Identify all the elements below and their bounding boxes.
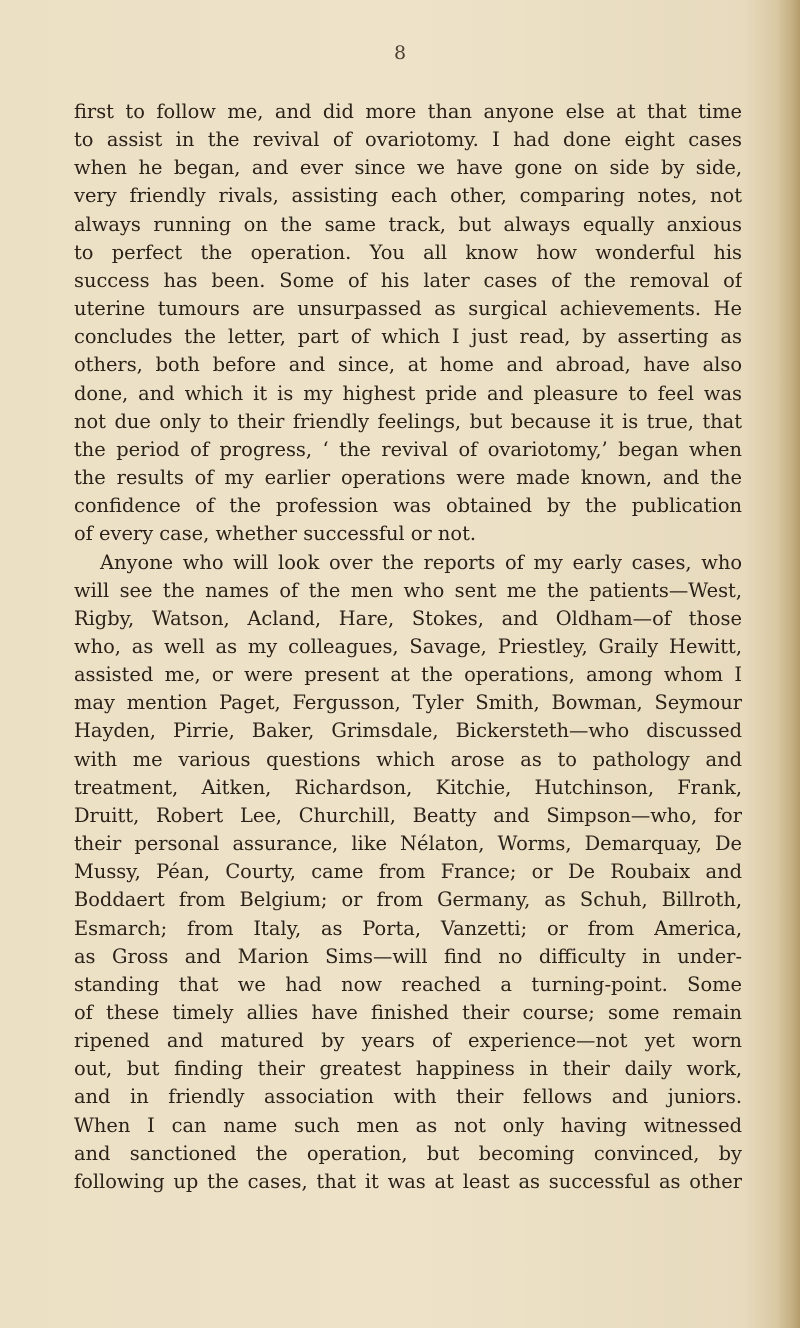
text-line: not due only to their friendly feelings, but because it is true, that <box>74 409 742 433</box>
text-line: out, but finding their greatest happiness in their daily work, <box>74 1057 742 1081</box>
page-number: 8 <box>393 42 407 64</box>
text-line: Anyone who will look over the reports of my early cases, who <box>100 550 742 574</box>
text-line: with me various questions which arose as to pathology and <box>74 747 742 771</box>
text-line: uterine tumours are unsurpassed as surgical achievements. He <box>74 297 742 321</box>
text-line: treatment, Aitken, Richardson, Kitchie, Hutchinson, Frank, <box>74 775 742 799</box>
text-line: Boddaert from Belgium; or from Germany, as Schuh, Billroth, <box>74 888 742 912</box>
text-line: the period of progress, ‘ the revival of ovariotomy,’ began when <box>74 437 742 461</box>
text-line: When I can name such men as not only having witnessed <box>74 1113 742 1137</box>
text-line: done, and which it is my highest pride and pleasure to feel was <box>74 381 742 405</box>
text-line: to assist in the revival of ovariotomy. I had done eight cases <box>74 128 742 152</box>
text-line: and in friendly association with their fellows and juniors. <box>74 1085 742 1109</box>
text-line: may mention Paget, Fergusson, Tyler Smith, Bowman, Seymour <box>74 691 742 715</box>
text-line: to perfect the operation. You all know how wonderful his <box>74 240 742 264</box>
text-line: and sanctioned the operation, but becoming convinced, by <box>74 1141 742 1165</box>
text-line: confidence of the profession was obtained by the publication <box>74 494 742 518</box>
text-line: when he began, and ever since we have gone on side by side, <box>74 156 742 180</box>
text-line: assisted me, or were present at the operations, among whom I <box>74 663 742 687</box>
text-line: of these timely allies have finished their course; some remain <box>74 1001 742 1024</box>
text-line: always running on the same track, but always equally anxious <box>74 212 742 236</box>
text-line: following up the cases, that it was at least as successful as other <box>74 1169 742 1193</box>
text-line: the results of my earlier operations were made known, and the <box>74 466 742 490</box>
text-line: as Gross and Marion Sims—will find no difficulty in under- <box>74 944 742 968</box>
text-line: ripened and matured by years of experience—not yet worn <box>74 1029 742 1053</box>
text-line: first to follow me, and did more than anyone else at that time <box>74 100 742 123</box>
text-line: Hayden, Pirrie, Baker, Grimsdale, Bickersteth—who discussed <box>74 719 742 743</box>
text-line: Mussy, Péan, Courty, came from France; or De Roubaix and <box>74 860 742 884</box>
body-text <box>74 98 742 1196</box>
text-line: Rigby, Watson, Acland, Hare, Stokes, and Oldham—of those <box>74 606 742 630</box>
text-line: success has been. Some of his later cases of the removal of <box>74 268 742 292</box>
text-line: very friendly rivals, assisting each other, comparing notes, not <box>74 184 742 208</box>
text-line: their personal assurance, like Nélaton, Worms, Demarquay, De <box>74 832 742 856</box>
text-line: others, both before and since, at home and abroad, have also <box>74 353 742 377</box>
text-line: who, as well as my colleagues, Savage, Priestley, Graily Hewitt, <box>74 634 742 658</box>
text-line: Druitt, Robert Lee, Churchill, Beatty and Simpson—who, for <box>74 803 742 827</box>
text-line: standing that we had now reached a turning-point. Some <box>74 972 742 996</box>
text-line: will see the names of the men who sent me the patients—West, <box>74 578 742 602</box>
text-line: concludes the letter, part of which I just read, by asserting as <box>74 325 742 349</box>
text-line: of every case, whether successful or not. <box>74 522 477 546</box>
text-line: Esmarch; from Italy, as Porta, Vanzetti; or from America, <box>74 916 742 940</box>
page-edge-shadow <box>778 0 800 1328</box>
